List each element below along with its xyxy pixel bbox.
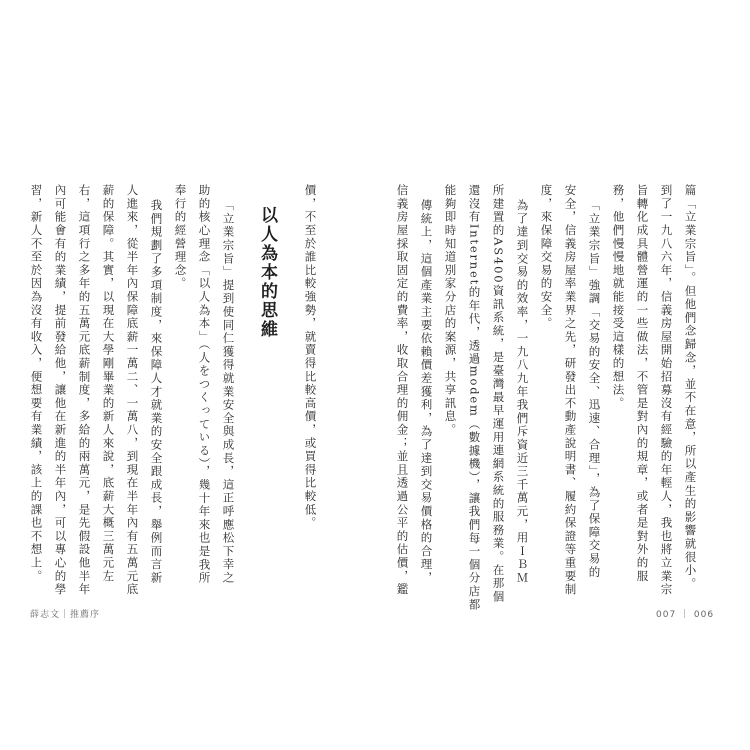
left-page-column-8: 內可能會有的業績，提前發給他，讓他在新進的半年內，可以專心的學: [53, 184, 68, 597]
right-page-footer: 007 ｜ 006: [656, 610, 715, 620]
left-page-column-2: 助的核心理念「以人為本」（人をつくっている），幾十年來也是我所: [197, 184, 212, 585]
right-page-column-11: 能夠即時知道別家分店的案源，共享訊息。: [443, 184, 458, 437]
left-page-column-9: 習，新人不至於因為沒有收入，便想要有業績，該上的課也不想上。: [29, 184, 44, 583]
right-page-column-10: 還沒有Internet的年代，透過modem（數據機），讓我們每一個分店都: [467, 184, 482, 612]
right-page-column-12: 傳統上，這個產業主要依賴價差獲利，為了達到交易價格的合理，: [419, 199, 434, 585]
right-page-column-13: 信義房屋採取固定的費率，收取合理的佣金；並且透過公平的估價，鑑: [395, 184, 410, 597]
left-page-column-3: 奉行的經營理念。: [173, 184, 188, 291]
right-page-column-6: 安全，信義房屋率業界之先，研發出不動產說明書、履約保證等重要制: [563, 184, 578, 597]
left-page-column-7: 右，這項行之多年的五萬元底薪制度，多給的兩萬元，是先假設他半年: [77, 184, 92, 597]
right-page-column-3: 旨轉化成具體營運的一些做法，不管是對內的規章，或者是對外的服: [635, 184, 650, 583]
right-page-column-1: 篇「立業宗旨」。但他們念歸念，並不在意，所以產生的影響就很小。: [683, 184, 698, 591]
section-heading: 以人為本的思維: [257, 206, 277, 339]
right-page-column-7: 度，來保障交易的安全。: [539, 184, 554, 331]
left-page-column-4: 我們規劃了多項制度，來保障人才就業的安全跟成長，舉例而言新: [149, 199, 164, 585]
left-page-lead-column: 價，不至於誰比較強勢，就賣得比較高價，或買得比較低。: [303, 184, 318, 530]
left-page-footer: 薛志文｜推薦序: [30, 610, 101, 620]
right-page-column-9: 所建置的AS400資訊系統，是臺灣最早運用連網系統的服務業。在那個: [491, 184, 506, 604]
right-page-column-8: 為了達到交易的效率，一九八九年我們斥資近三千萬元，用ＩＢＭ: [515, 199, 530, 585]
right-page-column-2: 到了一九八六年，信義房屋開始招募沒有經驗的年輕人，我也將立業宗: [659, 184, 674, 597]
left-page-column-6: 薪的保障。其實，以現在大學剛畢業的新人來說，底薪大概三萬元左: [101, 184, 116, 583]
right-page-column-5: 「立業宗旨」強調「交易的安全、迅速、合理」，為了保障交易的: [587, 199, 602, 579]
right-page-column-4: 務，他們慢慢地就能接受這樣的想法。: [611, 184, 626, 411]
left-page-column-1: 「立業宗旨」提到使同仁獲得就業安全與成長，這正呼應松下幸之: [221, 199, 236, 585]
left-page-column-5: 人進來，從半年內保障底薪一萬二、一萬八，到現在半年內有五萬元底: [125, 184, 140, 597]
